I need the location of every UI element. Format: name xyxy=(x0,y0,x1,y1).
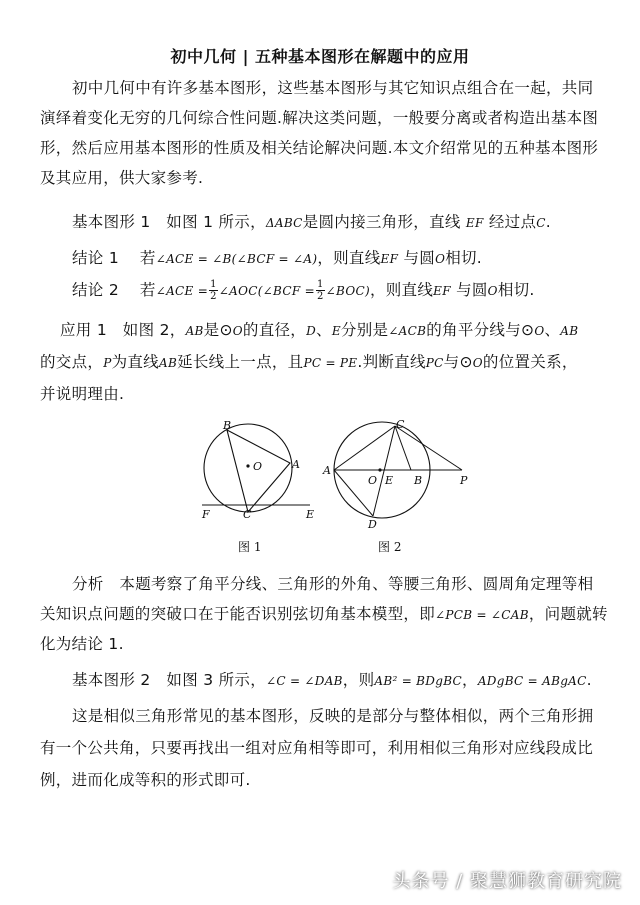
conclusion1-text-b: ，则直线 xyxy=(317,249,381,267)
app1-text: 是⊙ xyxy=(203,321,233,339)
app1-text: 、 xyxy=(316,321,332,339)
app1-math-e: E xyxy=(331,324,341,338)
fig1-label-a: A xyxy=(292,458,300,471)
intro-line-1: 初中几何中有许多基本图形，这些基本图形与其它知识点组合在一起，共同 xyxy=(72,79,594,97)
last-para-line-1: 这是相似三角形常见的基本图形，反映的是部分与整体相似，两个三角形拥 xyxy=(72,707,594,725)
app1-math-pcpe: PC = PE xyxy=(303,356,358,370)
app1-math-pc: PC xyxy=(425,356,444,370)
conclusion2-math-a: ∠ACE = xyxy=(155,284,209,298)
app1-text: 分别是 xyxy=(340,321,389,339)
last-para-line-2: 有一个公共角，只要再找出一组对应角相等即可，利用相似三角形对应线段成比 xyxy=(40,739,594,757)
conclusion1-text-a: 若 xyxy=(139,249,156,267)
application1-line-3: 并说明理由. xyxy=(40,385,125,403)
fig1-label-f: F xyxy=(202,508,210,521)
app1-text: 应用 1 如图 2， xyxy=(60,321,186,339)
fig1-circle xyxy=(204,424,292,512)
figure-1-caption: 图 1 xyxy=(238,540,262,554)
conclusion2-math-d: ∠BOC) xyxy=(325,284,370,298)
conclusion2-text-a: 若 xyxy=(139,281,156,299)
conclusion2-text-c: 与圆 xyxy=(456,281,488,299)
conclusion2-text-d: 相切. xyxy=(497,281,535,299)
fig1-center-dot xyxy=(246,464,249,467)
conclusion2-text-b: ，则直线 xyxy=(369,281,434,299)
last-para-line-3: 例，进而化成等积的形式即可. xyxy=(40,771,251,789)
conclusion1-math-ef: EF xyxy=(380,252,399,266)
app1-math-ab: AB xyxy=(560,324,579,338)
conclusion1-math-o: O xyxy=(435,252,446,266)
fraction-denominator: 2 xyxy=(210,291,217,302)
conclusion2-fraction-1 xyxy=(209,279,218,302)
application1-line-1 xyxy=(60,318,578,340)
app1-math-ab: AB xyxy=(158,356,178,370)
conclusion1-label: 结论 1 xyxy=(72,249,119,267)
basic-figure-2 xyxy=(72,668,592,690)
basic1-math-ef: EF xyxy=(465,216,484,230)
fraction-numerator: 1 xyxy=(210,279,217,290)
app1-text: 、 xyxy=(544,321,561,339)
conclusion-1 xyxy=(72,246,482,268)
figure-2-caption: 图 2 xyxy=(378,540,402,554)
fig1-label-b: B xyxy=(223,419,232,432)
basic1-text-c: 经过点 xyxy=(488,213,537,231)
fig2-line-cb xyxy=(395,426,411,470)
conclusion2-math-c: (∠BCF = xyxy=(257,284,315,298)
basic2-math-a: ∠C = ∠DAB xyxy=(266,674,343,688)
watermark: 头条号 / 聚慧狮教育研究院 xyxy=(392,871,622,892)
conclusion1-text-c: 与圆 xyxy=(403,249,436,267)
app1-math-p: P xyxy=(103,356,112,370)
app1-math-d: D xyxy=(306,324,317,338)
basic1-math-triangle: ΔABC xyxy=(265,216,303,230)
fig2-label-o: O xyxy=(368,474,378,487)
analysis-text: 关知识点问题的突破口在于能否识别弦切角基本模型，即 xyxy=(40,605,436,623)
conclusion2-label: 结论 2 xyxy=(72,281,119,299)
analysis-line-2 xyxy=(40,602,608,624)
basic2-math-c: ADgBC = ABgAC xyxy=(477,674,587,688)
figure-1 xyxy=(201,419,314,521)
fig1-label-o: O xyxy=(253,460,263,473)
fraction-numerator: 1 xyxy=(316,279,324,290)
fig1-label-e: E xyxy=(306,508,315,521)
basic1-math-c: C xyxy=(536,216,546,230)
figures-diagram xyxy=(190,418,490,558)
basic2-text: 基本图形 2 如图 3 所示， xyxy=(72,671,267,689)
fig2-line-cp xyxy=(395,426,462,470)
conclusion1-math-a: ∠ACE = ∠B xyxy=(155,252,232,266)
fig2-label-a: A xyxy=(323,464,331,477)
app1-math-ab: AB xyxy=(185,324,204,338)
conclusion2-math-o: O xyxy=(487,284,498,298)
intro-line-4: 及其应用，供大家参考. xyxy=(40,169,204,187)
fig2-label-d: D xyxy=(368,518,377,531)
basic2-text: ， xyxy=(462,671,478,689)
analysis-line-1: 分析 本题考察了角平分线、三角形的外角、等腰三角形、圆周角定理等相 xyxy=(72,575,594,593)
intro-line-2: 演绎着变化无穷的几何综合性问题.解决这类问题，一般要分离或者构造出基本图 xyxy=(40,109,599,127)
application1-line-2 xyxy=(40,350,578,372)
basic1-label: 基本图形 1 xyxy=(72,213,151,231)
fig2-label-p: P xyxy=(460,474,468,487)
app1-text: 的交点， xyxy=(40,353,104,371)
figure-2 xyxy=(322,418,468,531)
basic1-text-d: . xyxy=(545,213,551,231)
fraction-denominator: 2 xyxy=(316,291,324,302)
conclusion2-math-b: ∠AOC xyxy=(218,284,258,298)
basic2-math-b: AB² = BDgBC xyxy=(374,674,463,688)
app1-math-acb: ∠ACB xyxy=(388,324,427,338)
conclusion1-math-b: (∠BCF = ∠A) xyxy=(231,252,318,266)
app1-text: 为直线 xyxy=(111,353,159,371)
page-title: 初中几何 | 五种基本图形在解题中的应用 xyxy=(170,47,470,66)
app1-math-o: O xyxy=(472,356,483,370)
conclusion2-fraction-2 xyxy=(316,279,325,302)
analysis-line-3: 化为结论 1. xyxy=(40,635,124,653)
basic2-text: ，则 xyxy=(342,671,375,689)
analysis-text: ，问题就转 xyxy=(528,605,608,623)
fig2-center-dot xyxy=(378,468,381,471)
conclusion-2 xyxy=(72,278,535,302)
conclusion1-text-d: 相切. xyxy=(445,249,483,267)
fig2-label-b: B xyxy=(414,474,423,487)
app1-text: 延长线上一点，且 xyxy=(177,353,304,371)
app1-text: .判断直线 xyxy=(357,353,426,371)
basic2-text: . xyxy=(586,671,592,689)
app1-text: 的角平分线与⊙ xyxy=(426,321,535,339)
fig2-label-e: E xyxy=(385,474,394,487)
fig1-label-c: C xyxy=(243,508,252,521)
intro-line-3: 形，然后应用基本图形的性质及相关结论解决问题.本文介绍常见的五种基本图形 xyxy=(40,139,599,157)
app1-math-o: O xyxy=(534,324,545,338)
fig2-label-c: C xyxy=(396,418,405,431)
app1-text: 的位置关系， xyxy=(482,353,578,371)
conclusion2-math-ef: EF xyxy=(433,284,451,298)
analysis-math: ∠PCB = ∠CAB xyxy=(435,608,529,622)
basic-figure-1 xyxy=(72,210,551,232)
basic1-text-b: 是圆内接三角形，直线 xyxy=(302,213,461,231)
basic1-text-a: 如图 1 所示， xyxy=(166,213,266,231)
app1-text: 的直径， xyxy=(242,321,307,339)
app1-text: 与⊙ xyxy=(443,353,473,371)
app1-math-o: O xyxy=(232,324,243,338)
